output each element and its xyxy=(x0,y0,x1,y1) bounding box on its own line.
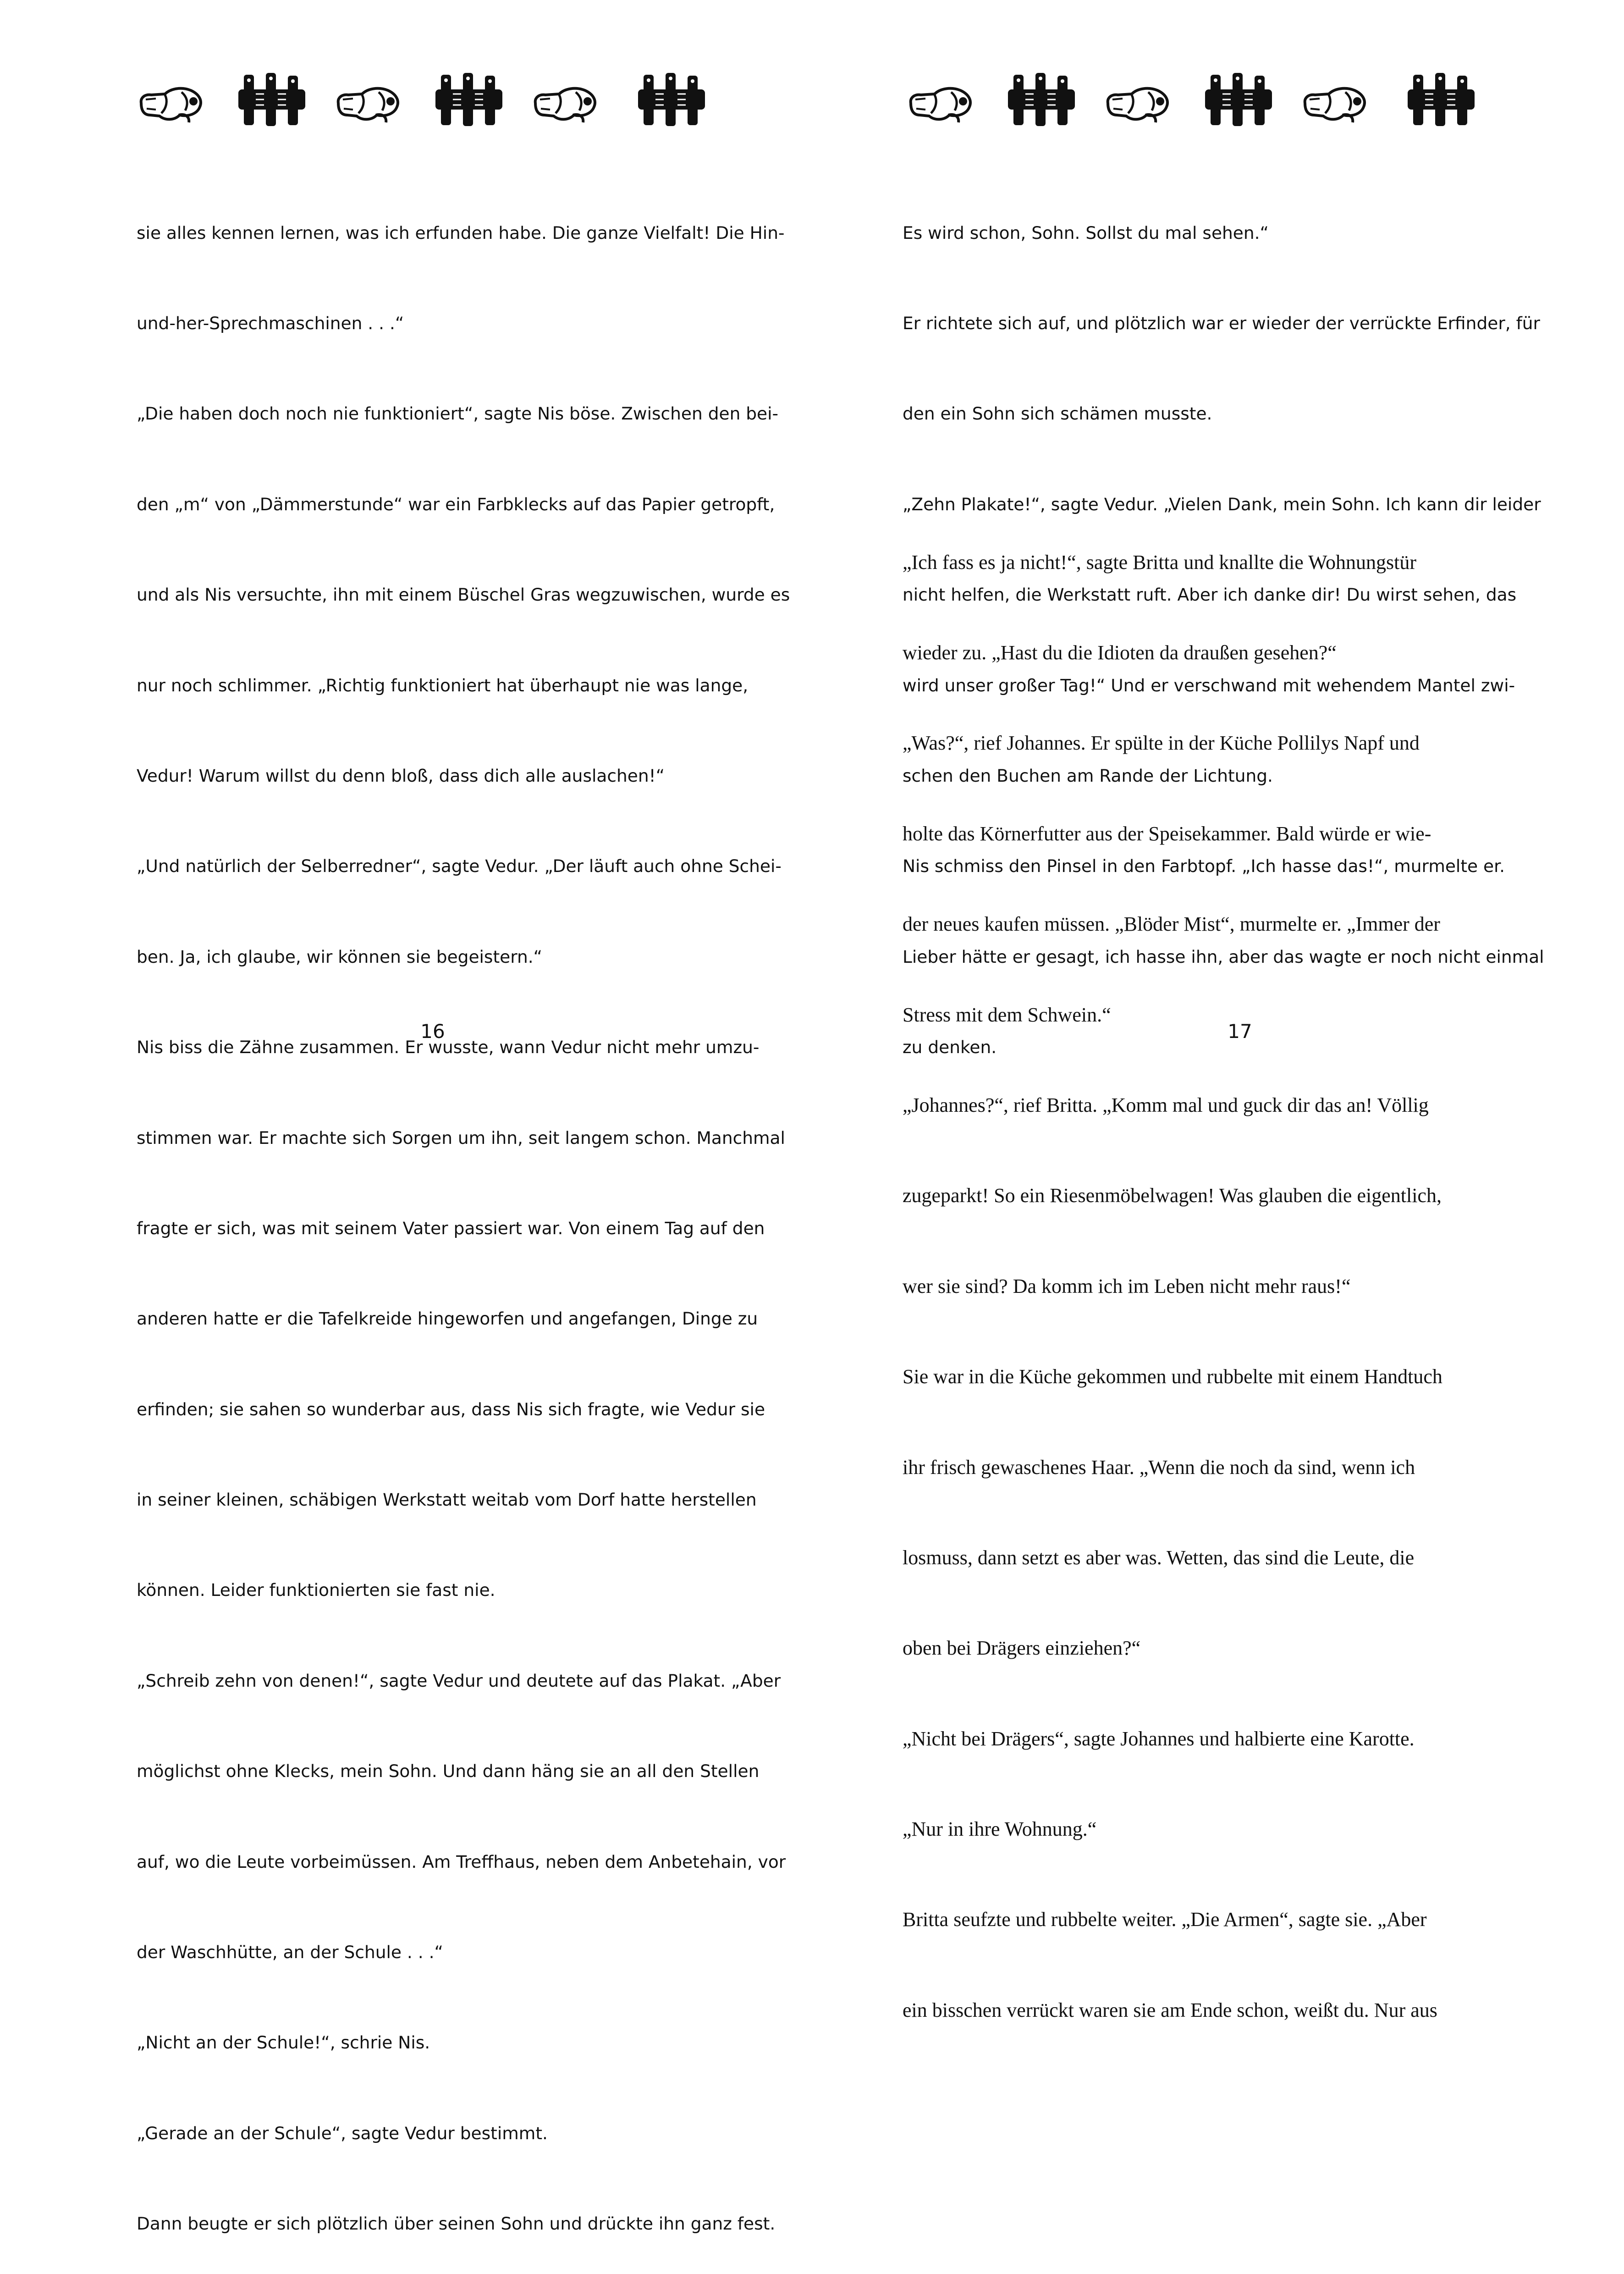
text-line: „Nur in ihre Wohnung.“ xyxy=(903,1818,1097,1841)
gate-icon xyxy=(1205,73,1272,126)
text-line: wird unser großer Tag!“ Und er verschwand mit wehendem Mantel zwi- xyxy=(903,675,1515,695)
text-line: Stress mit dem Schwein.“ xyxy=(903,1003,1111,1026)
text-line: möglichst ohne Klecks, mein Sohn. Und dann häng sie an all den Stellen xyxy=(137,1761,760,1782)
hand-icon xyxy=(911,88,970,122)
text-line: holte das Körnerfutter aus der Speisekammer. Bald würde er wie- xyxy=(903,822,1431,845)
text-line: oben bei Drägers einziehen?“ xyxy=(903,1637,1141,1660)
gate-icon xyxy=(435,73,502,126)
text-line: ben. Ja, ich glaube, wir können sie begeistern.“ xyxy=(137,946,543,967)
text-line: auf, wo die Leute vorbeimüssen. Am Treffhaus, neben dem Anbetehain, vor xyxy=(137,1851,786,1872)
text-line: Lieber hätte er gesagt, ich hasse ihn, aber das wagte er noch nicht einmal xyxy=(903,946,1544,967)
body-text xyxy=(137,158,790,2274)
text-line: losmuss, dann setzt es aber was. Wetten, das sind die Leute, die xyxy=(903,1546,1415,1569)
text-line: den ein Sohn sich schämen musste. xyxy=(903,403,1212,424)
text-line: und als Nis versuchte, ihn mit einem Büschel Gras wegzuwischen, wurde es xyxy=(137,585,790,605)
text-line: „Die haben doch noch nie funktioniert“, sagte Nis böse. Zwischen den bei- xyxy=(137,403,779,424)
text-line: nicht helfen, die Werkstatt ruft. Aber ich danke dir! Du wirst sehen, das xyxy=(903,585,1517,605)
header-ornament xyxy=(138,69,729,128)
text-line: Er richtete sich auf, und plötzlich war er wieder der verrückte Erfinder, für xyxy=(903,313,1540,333)
text-line: der Waschhütte, an der Schule . . .“ xyxy=(137,1942,443,1963)
text-line: schen den Buchen am Rande der Lichtung. xyxy=(903,765,1273,786)
text-line: zu denken. xyxy=(903,1037,997,1058)
text-line: Es wird schon, Sohn. Sollst du mal sehen.“ xyxy=(903,222,1269,243)
left-page xyxy=(0,0,812,2234)
page-number: 16 xyxy=(420,1020,445,1043)
text-line: Britta seufzte und rubbelte weiter. „Die Armen“, sagte sie. „Aber xyxy=(903,1908,1427,1931)
text-line: anderen hatte er die Tafelkreide hingeworfen und angefangen, Dinge zu xyxy=(137,1308,758,1329)
text-line: nur noch schlimmer. „Richtig funktioniert hat überhaupt nie was lange, xyxy=(137,675,749,695)
gate-icon xyxy=(638,73,705,126)
text-line: stimmen war. Er machte sich Sorgen um ihn, seit langem schon. Manchmal xyxy=(137,1127,785,1148)
hand-icon xyxy=(1305,88,1365,122)
text-line: „Johannes?“, rief Britta. „Komm mal und guck dir das an! Völlig xyxy=(903,1093,1429,1116)
text-line: der neues kaufen müssen. „Blöder Mist“, murmelte er. „Immer der xyxy=(903,913,1440,936)
hand-icon xyxy=(1108,88,1167,122)
text-line: in seiner kleinen, schäbigen Werkstatt weitab vom Dorf hatte herstellen xyxy=(137,1490,757,1510)
text-line: fragte er sich, was mit seinem Vater passiert war. Von einem Tag auf den xyxy=(137,1218,765,1238)
text-line: ein bisschen verrückt waren sie am Ende schon, weißt du. Nur aus xyxy=(903,1998,1437,2021)
text-line: wieder zu. „Hast du die Idioten da draußen gesehen?“ xyxy=(903,641,1337,664)
text-line: Vedur! Warum willst du denn bloß, dass dich alle auslachen!“ xyxy=(137,765,665,786)
text-line: und-her-Sprechmaschinen . . .“ xyxy=(137,313,404,333)
hand-icon xyxy=(338,88,398,122)
text-line: „Nicht bei Drägers“, sagte Johannes und halbierte eine Karotte. xyxy=(903,1727,1415,1750)
hand-icon xyxy=(141,88,201,122)
text-line: „Nicht an der Schule!“, schrie Nis. xyxy=(137,2032,430,2053)
text-line: „Gerade an der Schule“, sagte Vedur bestimmt. xyxy=(137,2123,548,2143)
text-line: ihr frisch gewaschenes Haar. „Wenn die noch da sind, wenn ich xyxy=(903,1456,1415,1479)
page-number: 17 xyxy=(1228,1020,1252,1043)
text-line: „Ich fass es ja nicht!“, sagte Britta und knallte die Wohnungstür xyxy=(903,551,1417,574)
text-line: „Zehn Plakate!“, sagte Vedur. „Vielen Dank, mein Sohn. Ich kann dir leider xyxy=(903,494,1541,514)
text-line: wer sie sind? Da komm ich im Leben nicht mehr raus!“ xyxy=(903,1275,1351,1297)
text-line: „Schreib zehn von denen!“, sagte Vedur und deutete auf das Plakat. „Aber xyxy=(137,1670,781,1691)
text-line: Nis schmiss den Pinsel in den Farbtopf. „Ich hasse das!“, murmelte er. xyxy=(903,856,1505,877)
text-line: können. Leider funktionierten sie fast nie. xyxy=(137,1580,495,1601)
right-page xyxy=(812,0,1624,2021)
text-line: den „m“ von „Dämmerstunde“ war ein Farbklecks auf das Papier getropft, xyxy=(137,494,775,514)
text-line: Nis biss die Zähne zusammen. Er wusste, wann Vedur nicht mehr umzu- xyxy=(137,1037,760,1058)
gate-icon xyxy=(1408,73,1475,126)
hand-icon xyxy=(535,88,595,122)
text-line: sie alles kennen lernen, was ich erfunden habe. Die ganze Vielfalt! Die Hin- xyxy=(137,222,785,243)
gate-icon xyxy=(1008,73,1075,126)
body-text-serif xyxy=(903,487,1544,2086)
text-line: erfinden; sie sahen so wunderbar aus, dass Nis sich fragte, wie Vedur sie xyxy=(137,1399,765,1419)
text-line: Dann beugte er sich plötzlich über seinen Sohn und drückte ihn ganz fest. xyxy=(137,2213,776,2234)
text-line: „Und natürlich der Selberredner“, sagte Vedur. „Der läuft auch ohne Schei- xyxy=(137,856,782,877)
text-line: „Was?“, rief Johannes. Er spülte in der Küche Pollilys Napf und xyxy=(903,732,1420,755)
gate-icon xyxy=(238,73,305,126)
text-line: zugeparkt! So ein Riesenmöbelwagen! Was glauben die eigentlich, xyxy=(903,1184,1442,1207)
header-ornament xyxy=(907,69,1498,128)
text-line: Sie war in die Küche gekommen und rubbelte mit einem Handtuch xyxy=(903,1365,1442,1388)
